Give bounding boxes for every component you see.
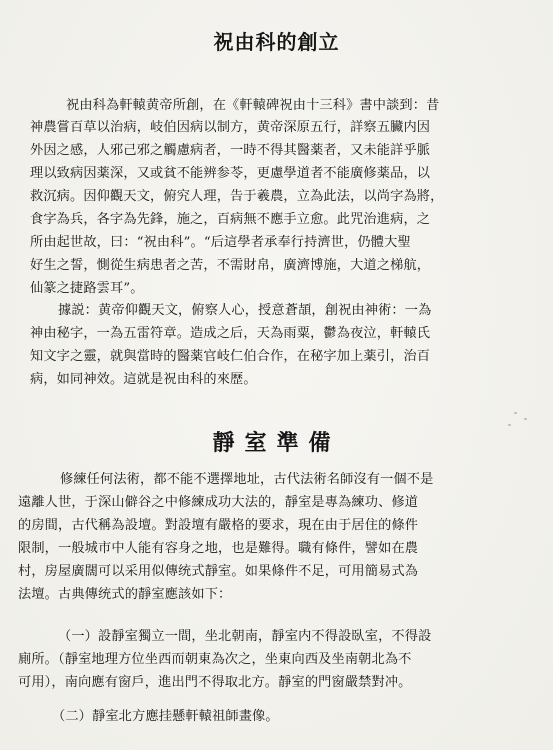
paragraph-line: 仙篆之捷路雲耳”。 [30, 281, 144, 296]
paragraph-line: 所由起世故，曰：“祝由科”。“后這學者承奉行持濟世，仍體大聖 [30, 235, 411, 250]
paragraph-line: 理以致病因薬深，又或貧不能辨参苓，更慮學道者不能廣修薬品，以 [30, 166, 431, 181]
list-item-line: （二）靜室北方應挂懸軒轅祖師畫像。 [52, 709, 279, 724]
paragraph-line: 的房間，古代稱為設壇。對設壇有嚴格的要求，現在由于居住的條件 [18, 518, 419, 533]
paragraph-line: 修練任何法術，都不能不選擇地址，古代法術名師沒有一個不是 [60, 472, 434, 487]
paragraph-line: 村，房屋廣闊可以采用似傳统式靜室。如果條件不足，可用簡易式為 [18, 564, 419, 579]
paragraph-line: 食字為兵，各字為先鋒，施之，百病無不應手立愈。此咒治進病，之 [30, 212, 431, 227]
paragraph-line: 知文字之靈，就與當時的醫薬官岐仁伯合作，在秘字加上薬引，治百 [30, 349, 431, 364]
scan-speck [514, 412, 517, 414]
paragraph-line: 外因之感，人邪己邪之觸慮病者，一時不得其醫薬者，又未能詳乎脈 [30, 143, 431, 158]
scan-speck [524, 418, 527, 420]
section-title-jingshi: 靜室準備 [212, 430, 341, 456]
list-item-line: 廁所。（靜室地理方位坐西而朝東為次之，坐東向西及坐南朝北為不 [18, 652, 412, 667]
section-title-zhuyouke: 祝由科的創立 [213, 30, 340, 54]
paragraph-line: 遠離人世，于深山僻谷之中修練成功大法的，靜室是專為練功、修道 [18, 495, 419, 510]
paragraph-line: 救沉病。因仰觀天文，俯究人理，告于羲農，立為此法，以尚字為將， [30, 189, 444, 204]
paragraph-line: 法壇。古典傳统式的靜室應該如下： [18, 587, 232, 602]
paragraph-line: 神由秘字，一為五雷符章。造成之后，天為雨粟，鬱為夜泣，軒轅氏 [30, 326, 431, 341]
paragraph-line: 神農嘗百草以治病，岐伯因病以制方，黄帝深原五行，詳察五臟内因 [30, 120, 431, 135]
paragraph-line: 病，如同神效。這就是祝由科的來歷。 [30, 372, 257, 387]
paragraph-line: 祝由科為軒轅黄帝所創，在《軒轅碑祝由十三科》書中談到：昔 [66, 98, 440, 113]
paragraph-line: 據説：黄帝仰觀天文，俯察人心，授意蒼頡，創祝由神術：一為 [58, 303, 432, 318]
paragraph-line: 限制，一般城市中人能有容身之地，也是難得。職有條件，譬如在農 [18, 541, 419, 556]
scan-speck [508, 424, 511, 426]
paragraph-line: 好生之誓，惻從生病患者之苦，不需財帛，廣濟博施，大道之梯航， [30, 258, 431, 273]
list-item-line: （一）設靜室獨立一間，坐北朝南，靜室内不得設臥室，不得設 [58, 629, 432, 644]
list-item-line: 可用），南向應有窗戶，進出門不得取北方。靜室的門窗嚴禁對冲。 [18, 675, 412, 690]
